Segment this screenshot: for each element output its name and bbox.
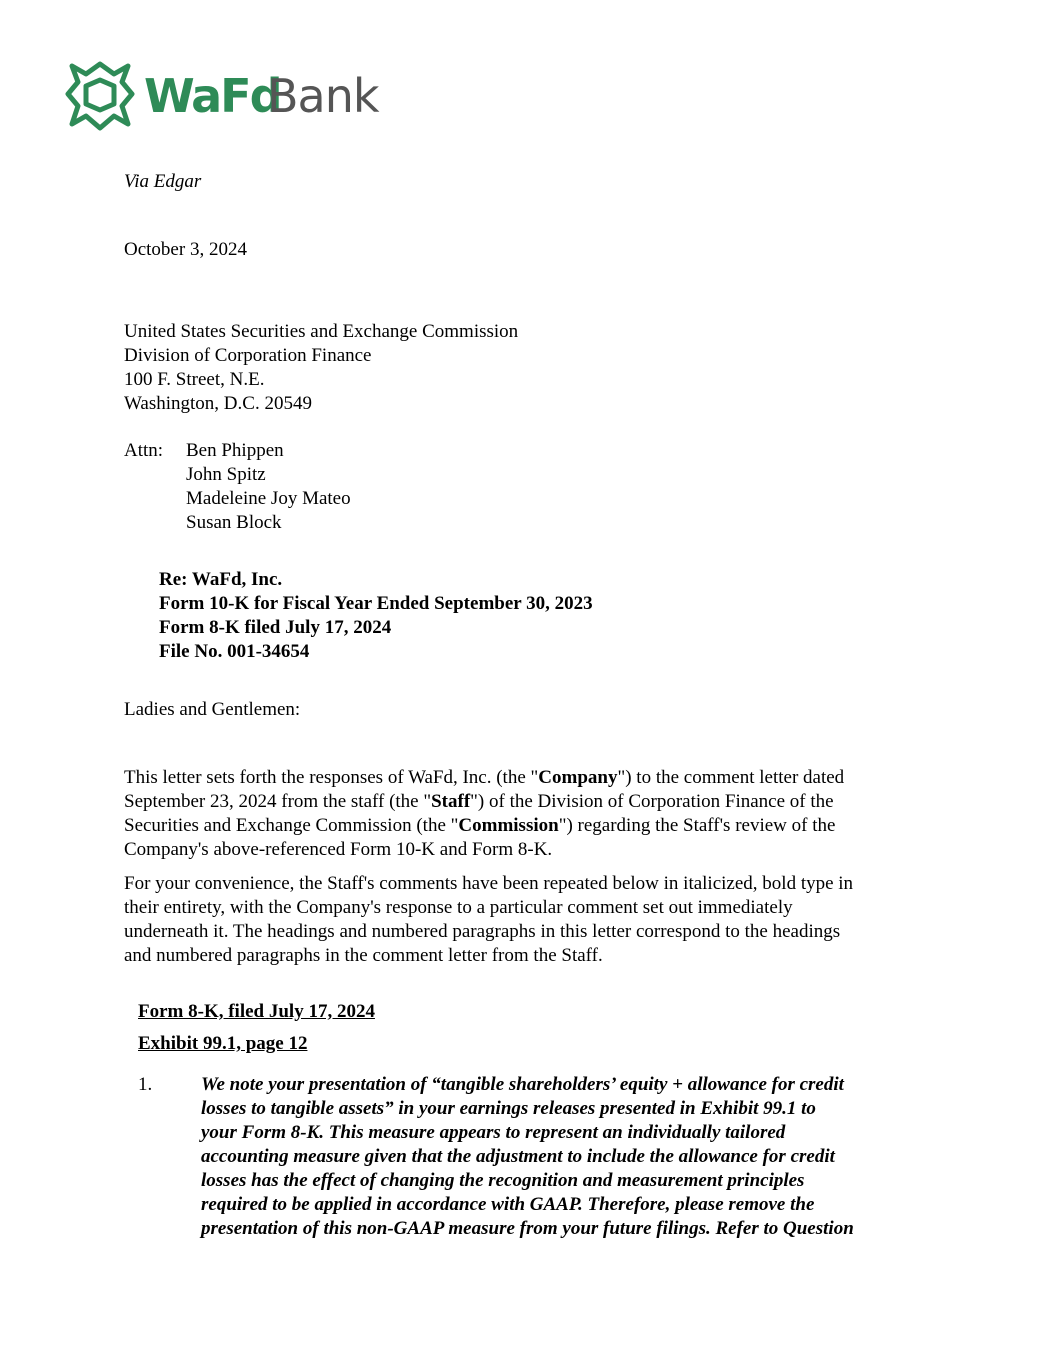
re-line: Form 8-K filed July 17, 2024 xyxy=(159,617,392,638)
defined-term-staff: Staff xyxy=(431,791,471,812)
salutation: Ladies and Gentlemen: xyxy=(124,699,301,720)
recipient-address xyxy=(124,320,518,416)
re-block xyxy=(159,568,593,664)
intro-paragraph: This letter sets forth the responses of WaFd, Inc. (the "Company") to the comment letter dated September 23, 2024 from the staff (the "Staff") of the Division of Corporation Finance of the Securities and Exchange Commission (the "Commission") regarding the Staff's review of the Company's above-referenced Form 10-K and Form 8-K. xyxy=(124,767,845,860)
delivery-method: Via Edgar xyxy=(124,171,202,192)
attn-label: Attn: xyxy=(124,440,164,461)
address-line: United States Securities and Exchange Commission xyxy=(124,321,519,342)
attn-name: Ben Phippen xyxy=(186,440,284,461)
brand-name: WaFd xyxy=(144,69,281,123)
comment-number: 1. xyxy=(138,1074,153,1095)
re-line: File No. 001-34654 xyxy=(159,641,310,662)
wafd-bank-logo xyxy=(62,58,382,138)
wafd-mark-icon xyxy=(62,58,138,138)
address-line: Washington, D.C. 20549 xyxy=(124,393,312,414)
attn-names xyxy=(186,439,351,535)
attn-name: John Spitz xyxy=(186,464,266,485)
section-heading: Form 8-K, filed July 17, 2024 xyxy=(138,1001,375,1022)
staff-comment: We note your presentation of “tangible shareholders’ equity + allowance for credit losses to tangible assets” in your earnings releases presented in Exhibit 99.1 to your Form 8-K. This measure appears to represent an individually tailored accounting measure given that the adjustment to include the allowance for credit losses has the effect of changing the recognition and measurement principles required to be applied in accordance with GAAP. Therefore, please remove the presentation of this non-GAAP measure from your future filings. Refer to Question xyxy=(201,1074,854,1239)
attn-name: Madeleine Joy Mateo xyxy=(186,488,351,509)
re-line: Form 10-K for Fiscal Year Ended September 30, 2023 xyxy=(159,593,593,614)
brand-subtitle: Bank xyxy=(267,69,379,123)
address-line: 100 F. Street, N.E. xyxy=(124,369,265,390)
address-line: Division of Corporation Finance xyxy=(124,345,372,366)
subsection-heading: Exhibit 99.1, page 12 xyxy=(138,1033,308,1054)
defined-term-company: Company xyxy=(538,767,618,788)
convenience-paragraph: For your convenience, the Staff's comments have been repeated below in italicized, bold type in their entirety, with the Company's response to a particular comment set out immediately underneath it. The headings and numbered paragraphs in this letter correspond to the headings and numbered paragraphs in the comment letter from the Staff. xyxy=(124,873,854,966)
letter-date: October 3, 2024 xyxy=(124,239,247,260)
defined-term-commission: Commission xyxy=(458,815,559,836)
re-line: Re: WaFd, Inc. xyxy=(159,569,283,590)
attn-name: Susan Block xyxy=(186,512,282,533)
